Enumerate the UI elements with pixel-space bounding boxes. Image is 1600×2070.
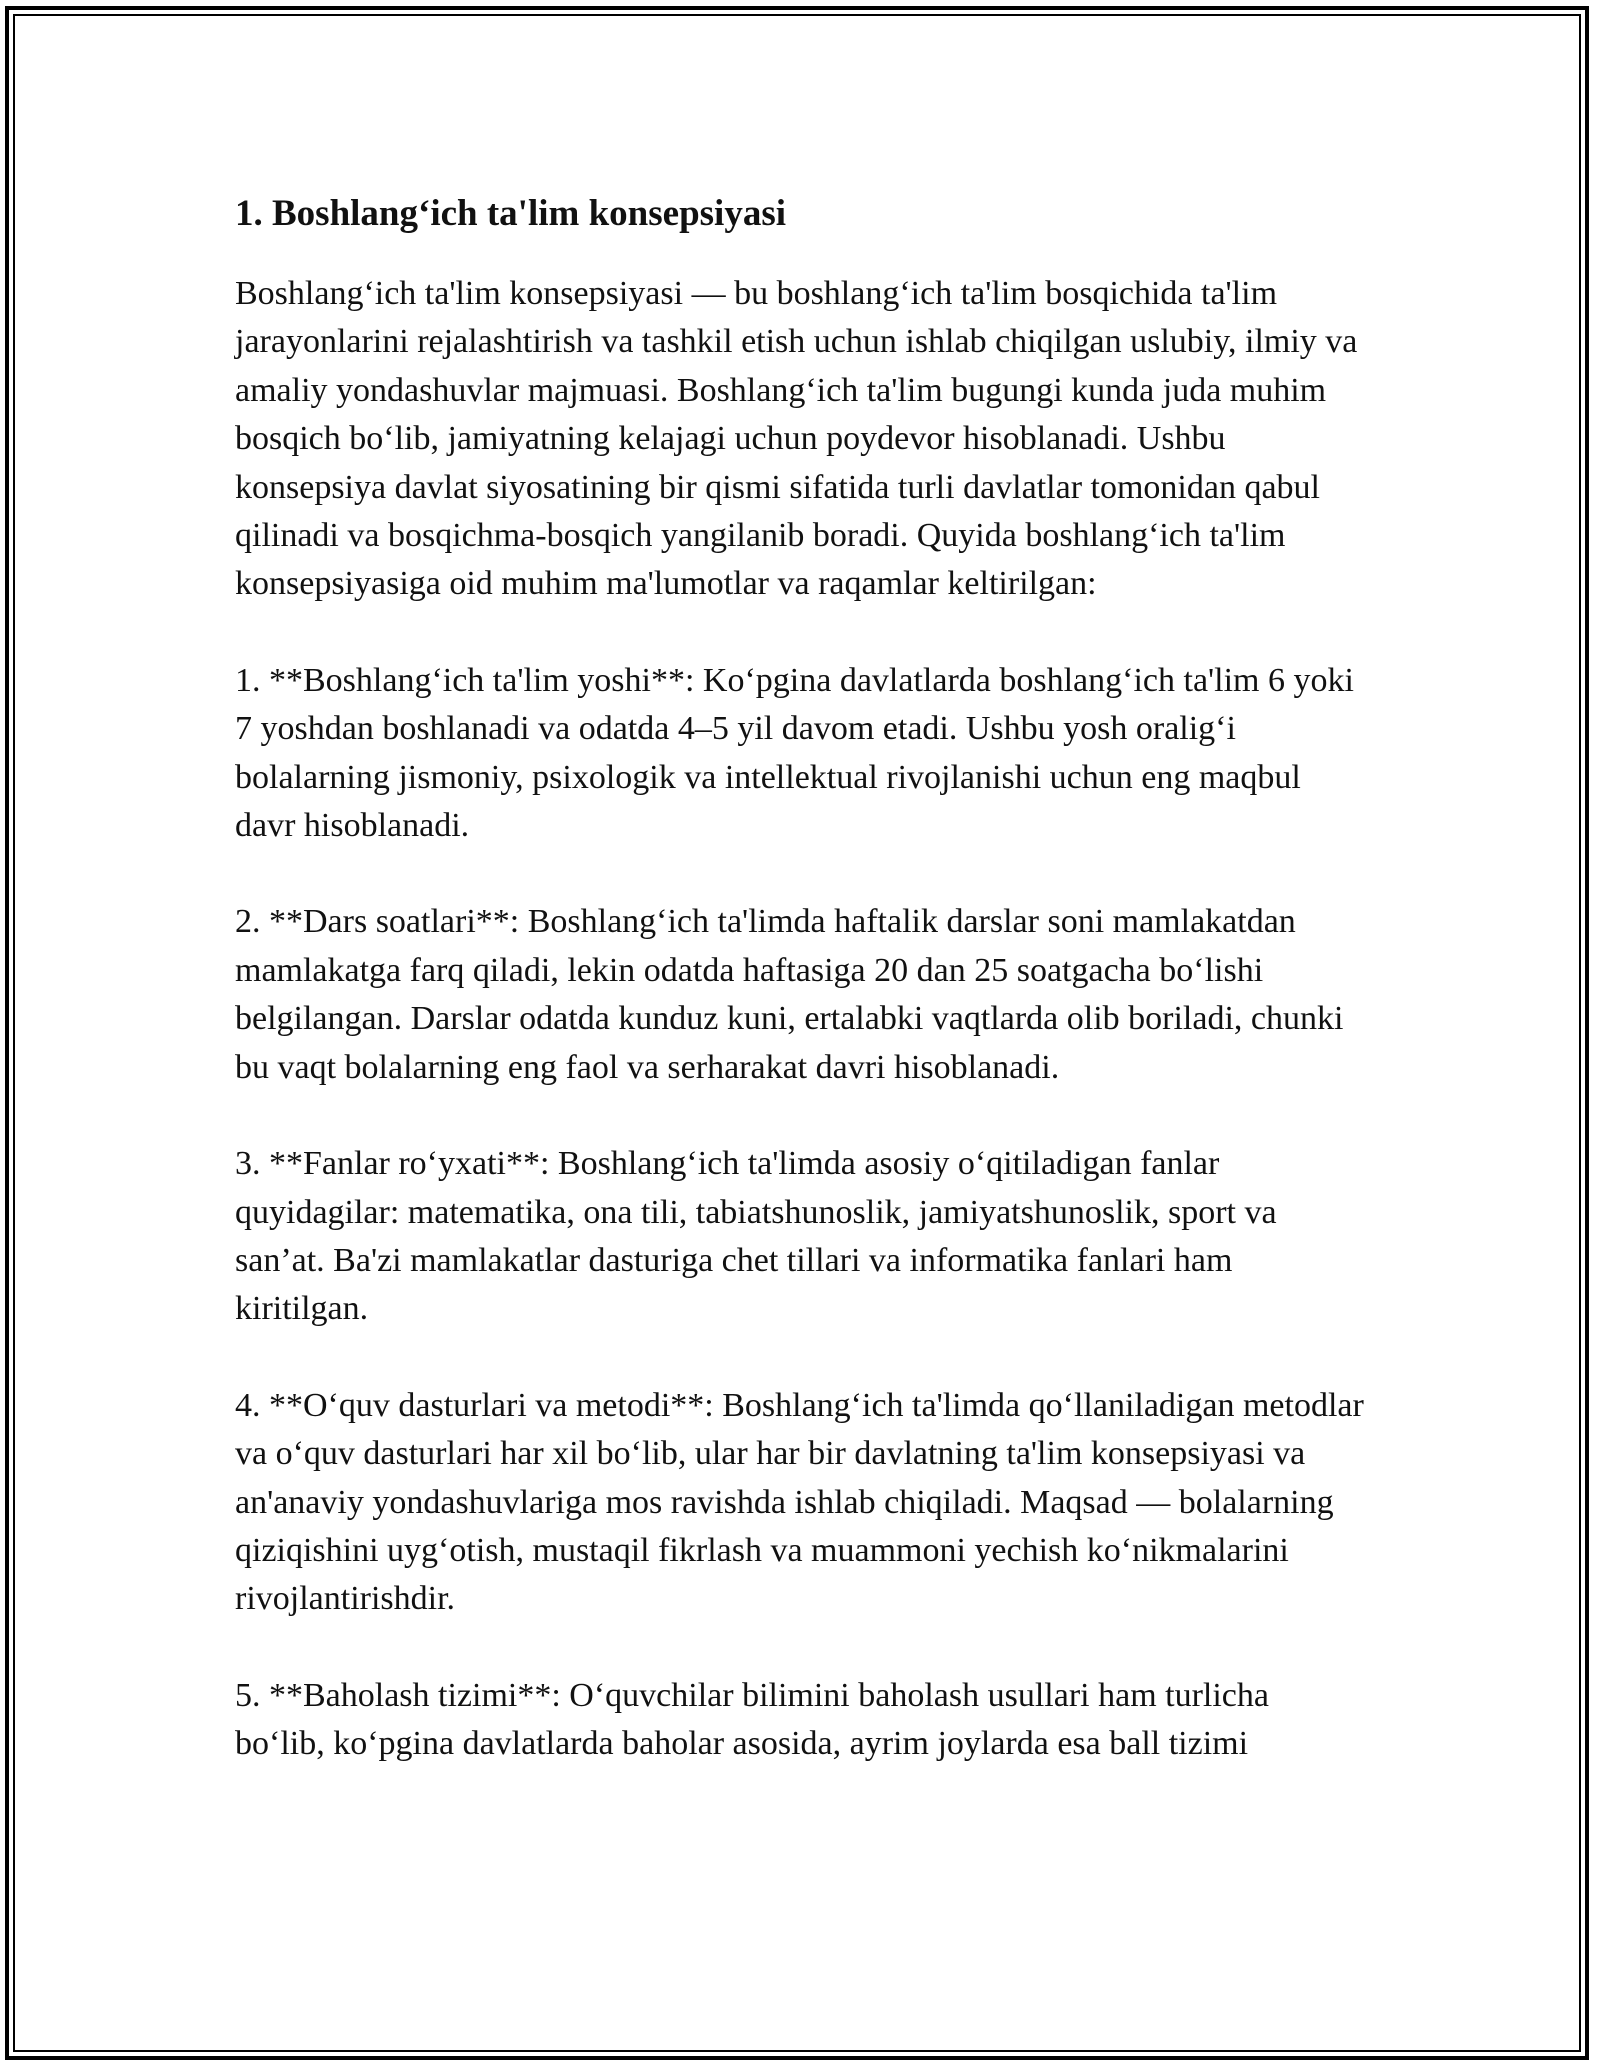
- section-heading: 1. Boshlang‘ich ta'lim konsepsiyasi: [235, 193, 787, 234]
- intro-paragraph: Boshlang‘ich ta'lim konsepsiyasi — bu boshlang‘ich ta'lim bosqichida ta'lim jarayonlarini rejalashtirish va tashkil etish uchun ishlab chiqilgan uslubiy, ilmiy va amaliy yondashuvlar majmuasi. Boshlang‘ich ta'lim bugungi kunda juda muhim bosqich bo‘lib, jamiyatning kelajagi uchun poydevor hisoblanadi. Ushbu konsepsiya davlat siyosatining bir qismi sifatida turli davlatlar tomonidan qabul qilinadi va bosqichma-bosqich yangilanib boradi. Quyida boshlang‘ich ta'lim konsepsiyasiga oid muhim ma'lumotlar va raqamlar keltirilgan:: [235, 275, 1358, 603]
- list-item-assessment: 5. **Baholash tizimi**: O‘quvchilar bilimini baholash usullari ham turlicha bo‘lib, ko‘pgina davlatlarda baholar asosida, ayrim joylarda esa ball tizimi: [235, 1676, 1269, 1763]
- list-item-lesson-hours: 2. **Dars soatlari**: Boshlang‘ich ta'limda haftalik darslar soni mamlakatdan mamlakatga farq qiladi, lekin odatda haftasiga 20 dan 25 soatgacha bo‘lishi belgilangan. Darslar odatda kunduz kuni, ertalabki vaqtlarda olib boriladi, chunki bu vaqt bolalarning eng faol va serharakat davri hisoblanadi.: [235, 903, 1344, 1086]
- list-item-curricula: 4. **O‘quv dasturlari va metodi**: Boshlang‘ich ta'limda qo‘llaniladigan metodlar va o‘quv dasturlari har xil bo‘lib, ular har bir davlatning ta'lim konsepsiyasi va an'anaviy yondashuvlariga mos ravishda ishlab chiqiladi. Maqsad — bolalarning qiziqishini uyg‘otish, mustaqil fikrlash va muammoni yechish ko‘nikmalarini rivojlantirishdir.: [235, 1386, 1364, 1618]
- document-body: [235, 188, 1365, 1817]
- list-item-age: 1. **Boshlang‘ich ta'lim yoshi**: Ko‘pgina davlatlarda boshlang‘ich ta'lim 6 yoki 7 yoshdan boshlanadi va odatda 4–5 yil davom etadi. Ushbu yosh oralig‘i bolalarning jismoniy, psixologik va intellektual rivojlanishi uchun eng maqbul davr hisoblanadi.: [235, 661, 1354, 845]
- list-item-subjects: 3. **Fanlar ro‘yxati**: Boshlang‘ich ta'limda asosiy o‘qitiladigan fanlar quyidagilar: matematika, ona tili, tabiatshunoslik, jamiyatshunoslik, sport va san’at. Ba'zi mamlakatlar dasturiga chet tillari va informatika fanlari ham kiritilgan.: [235, 1145, 1277, 1328]
